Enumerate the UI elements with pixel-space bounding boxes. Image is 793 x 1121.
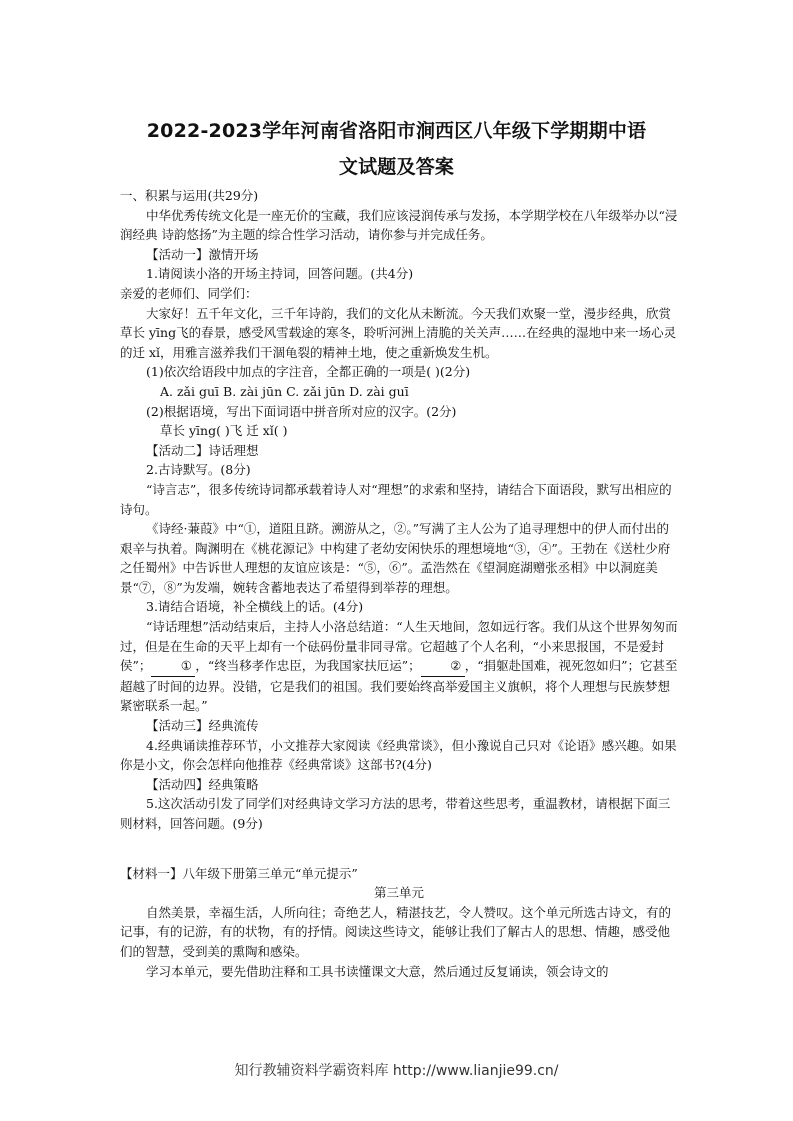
material-1-heading: 【材料一】八年级下册第三单元“单元提示”: [120, 865, 358, 881]
question-2-passage: 《诗经·蒹葭》中“①，道阻且跻。溯游从之，②。”写满了主人公为了追寻理想中的伊人而付出的艰辛与执着。陶渊明在《桃花源记》中构建了老幼安闲快乐的理想境地“③，④”。王勃在《送杜少府之任蜀州》中告诉世人理想的友谊应该是：“⑤，⑥”。孟浩然在《望洞庭湖赠张丞相》中以洞庭美景“⑦，⑧”为发端，婉转含蓄地表达了希望得到举荐的理想。: [120, 521, 671, 595]
section-heading: 一、积累与运用(共29分): [120, 188, 259, 203]
question-1-1: (1)依次给语段中加点的字注音，全都正确的一项是( )(2分): [146, 364, 471, 380]
activity-3-heading: 【活动三】经典流传: [146, 718, 259, 734]
question-2: 2.古诗默写。(8分): [146, 462, 251, 478]
question-1-1-options: A. zǎi guī B. zài jūn C. zǎi jūn D. zài guī: [160, 383, 409, 399]
question-1-2: (2)根据语境，写出下面词语中拼音所对应的汉字。(2分): [146, 403, 457, 419]
q3-text-b: ，“终当移孝作忠臣，为我国家扶厄运”；: [195, 658, 421, 674]
q3-text-c: ，“捐躯赴国难，视死忽如归”；它甚至超越了时间的边界。没错，它是我们的祖国。我们要始终高举爱国主义旗帜，将个人理想与民族梦想紧密联系一起。”: [120, 658, 678, 714]
unit-paragraph-1: 自然美景，幸福生活，人所向往；奇绝艺人，精湛技艺，令人赞叹。这个单元所选古诗文，有的记事，有的记游，有的状物，有的抒情。阅读这些诗文，能够让我们了解古人的思想、情趣，感受他们的智慧，受到美的熏陶和感染。: [120, 904, 672, 959]
doc-body: [120, 186, 678, 981]
q3-text-a: “诗话理想”活动结束后，主持人小洛总结道：“人生天地间，忽如远行客。我们从这个世界匆匆而过，但是在生命的天平上却有一个砝码份量非同寻常。它超越了个人名利，“小来思报国，不是爱封侯”；: [120, 619, 678, 674]
question-3: 3.请结合语境，补全横线上的话。(4分): [146, 599, 364, 615]
question-1-2-items: 草长 yīng( )飞 迁 xǐ( ): [160, 423, 288, 439]
activity-1-heading: 【活动一】激情开场: [146, 246, 259, 262]
answer-blank-2[interactable]: ②: [421, 656, 465, 677]
greeting: 亲爱的老师们、同学们：: [120, 285, 258, 301]
activity-4-heading: 【活动四】经典策略: [146, 776, 259, 792]
question-3-passage: [120, 617, 678, 716]
question-2-prompt: “诗言志”，很多传统诗词都承载着诗人对“理想”的求索和坚持，请结合下面语段，默写出相应的诗句。: [120, 481, 672, 517]
doc-title-line1: 2022-2023学年河南省洛阳市涧西区八年级下学期期中语: [146, 120, 647, 142]
question-4: 4.经典诵读推荐环节，小文推荐大家阅读《经典常谈》，但小豫说自己只对《论语》感兴趣。如果你是小文，你会怎样向他推荐《经典常谈》这部书?(4分): [120, 737, 677, 773]
spacer: [120, 834, 678, 864]
intro-paragraph: 中华优秀传统文化是一座无价的宝藏，我们应该浸润传承与发扬，本学期学校在八年级举办以“浸润经典 诗韵悠扬”为主题的综合性学习活动，请你参与并完成任务。: [120, 207, 678, 243]
unit-paragraph-2: 学习本单元，要先借助注释和工具书读懂课文大意，然后通过反复诵读，领会诗文的: [146, 963, 609, 979]
activity-2-heading: 【活动二】诗话理想: [146, 442, 259, 458]
doc-title-line2: 文试题及答案: [338, 156, 455, 178]
unit-title: 第三单元: [373, 885, 424, 901]
question-5: 5.这次活动引发了同学们对经典诗文学习方法的思考，带着这些思考，重温教材，请根据下面三则材料，回答问题。(9分): [120, 796, 671, 831]
question-1: 1.请阅读小洛的开场主持词，回答问题。(共4分): [146, 266, 414, 282]
footer-watermark: 知行教辅资料学霸资料库 http://www.lianjie99.cn/: [234, 1063, 559, 1079]
host-speech: 大家好！五千年文化，三千年诗韵，我们的文化从未断流。今天我们欢聚一堂，漫步经典，欣赏草长 yīng飞的春景，感受风雪载途的寒冬，聆听河洲上清脆的关关声……在经典的湿地中来一场心灵的迁 xǐ，用雅言滋养我们干涸龟裂的精神土地，使之重新焕发生机。: [120, 305, 677, 360]
answer-blank-1[interactable]: ①: [151, 656, 195, 677]
